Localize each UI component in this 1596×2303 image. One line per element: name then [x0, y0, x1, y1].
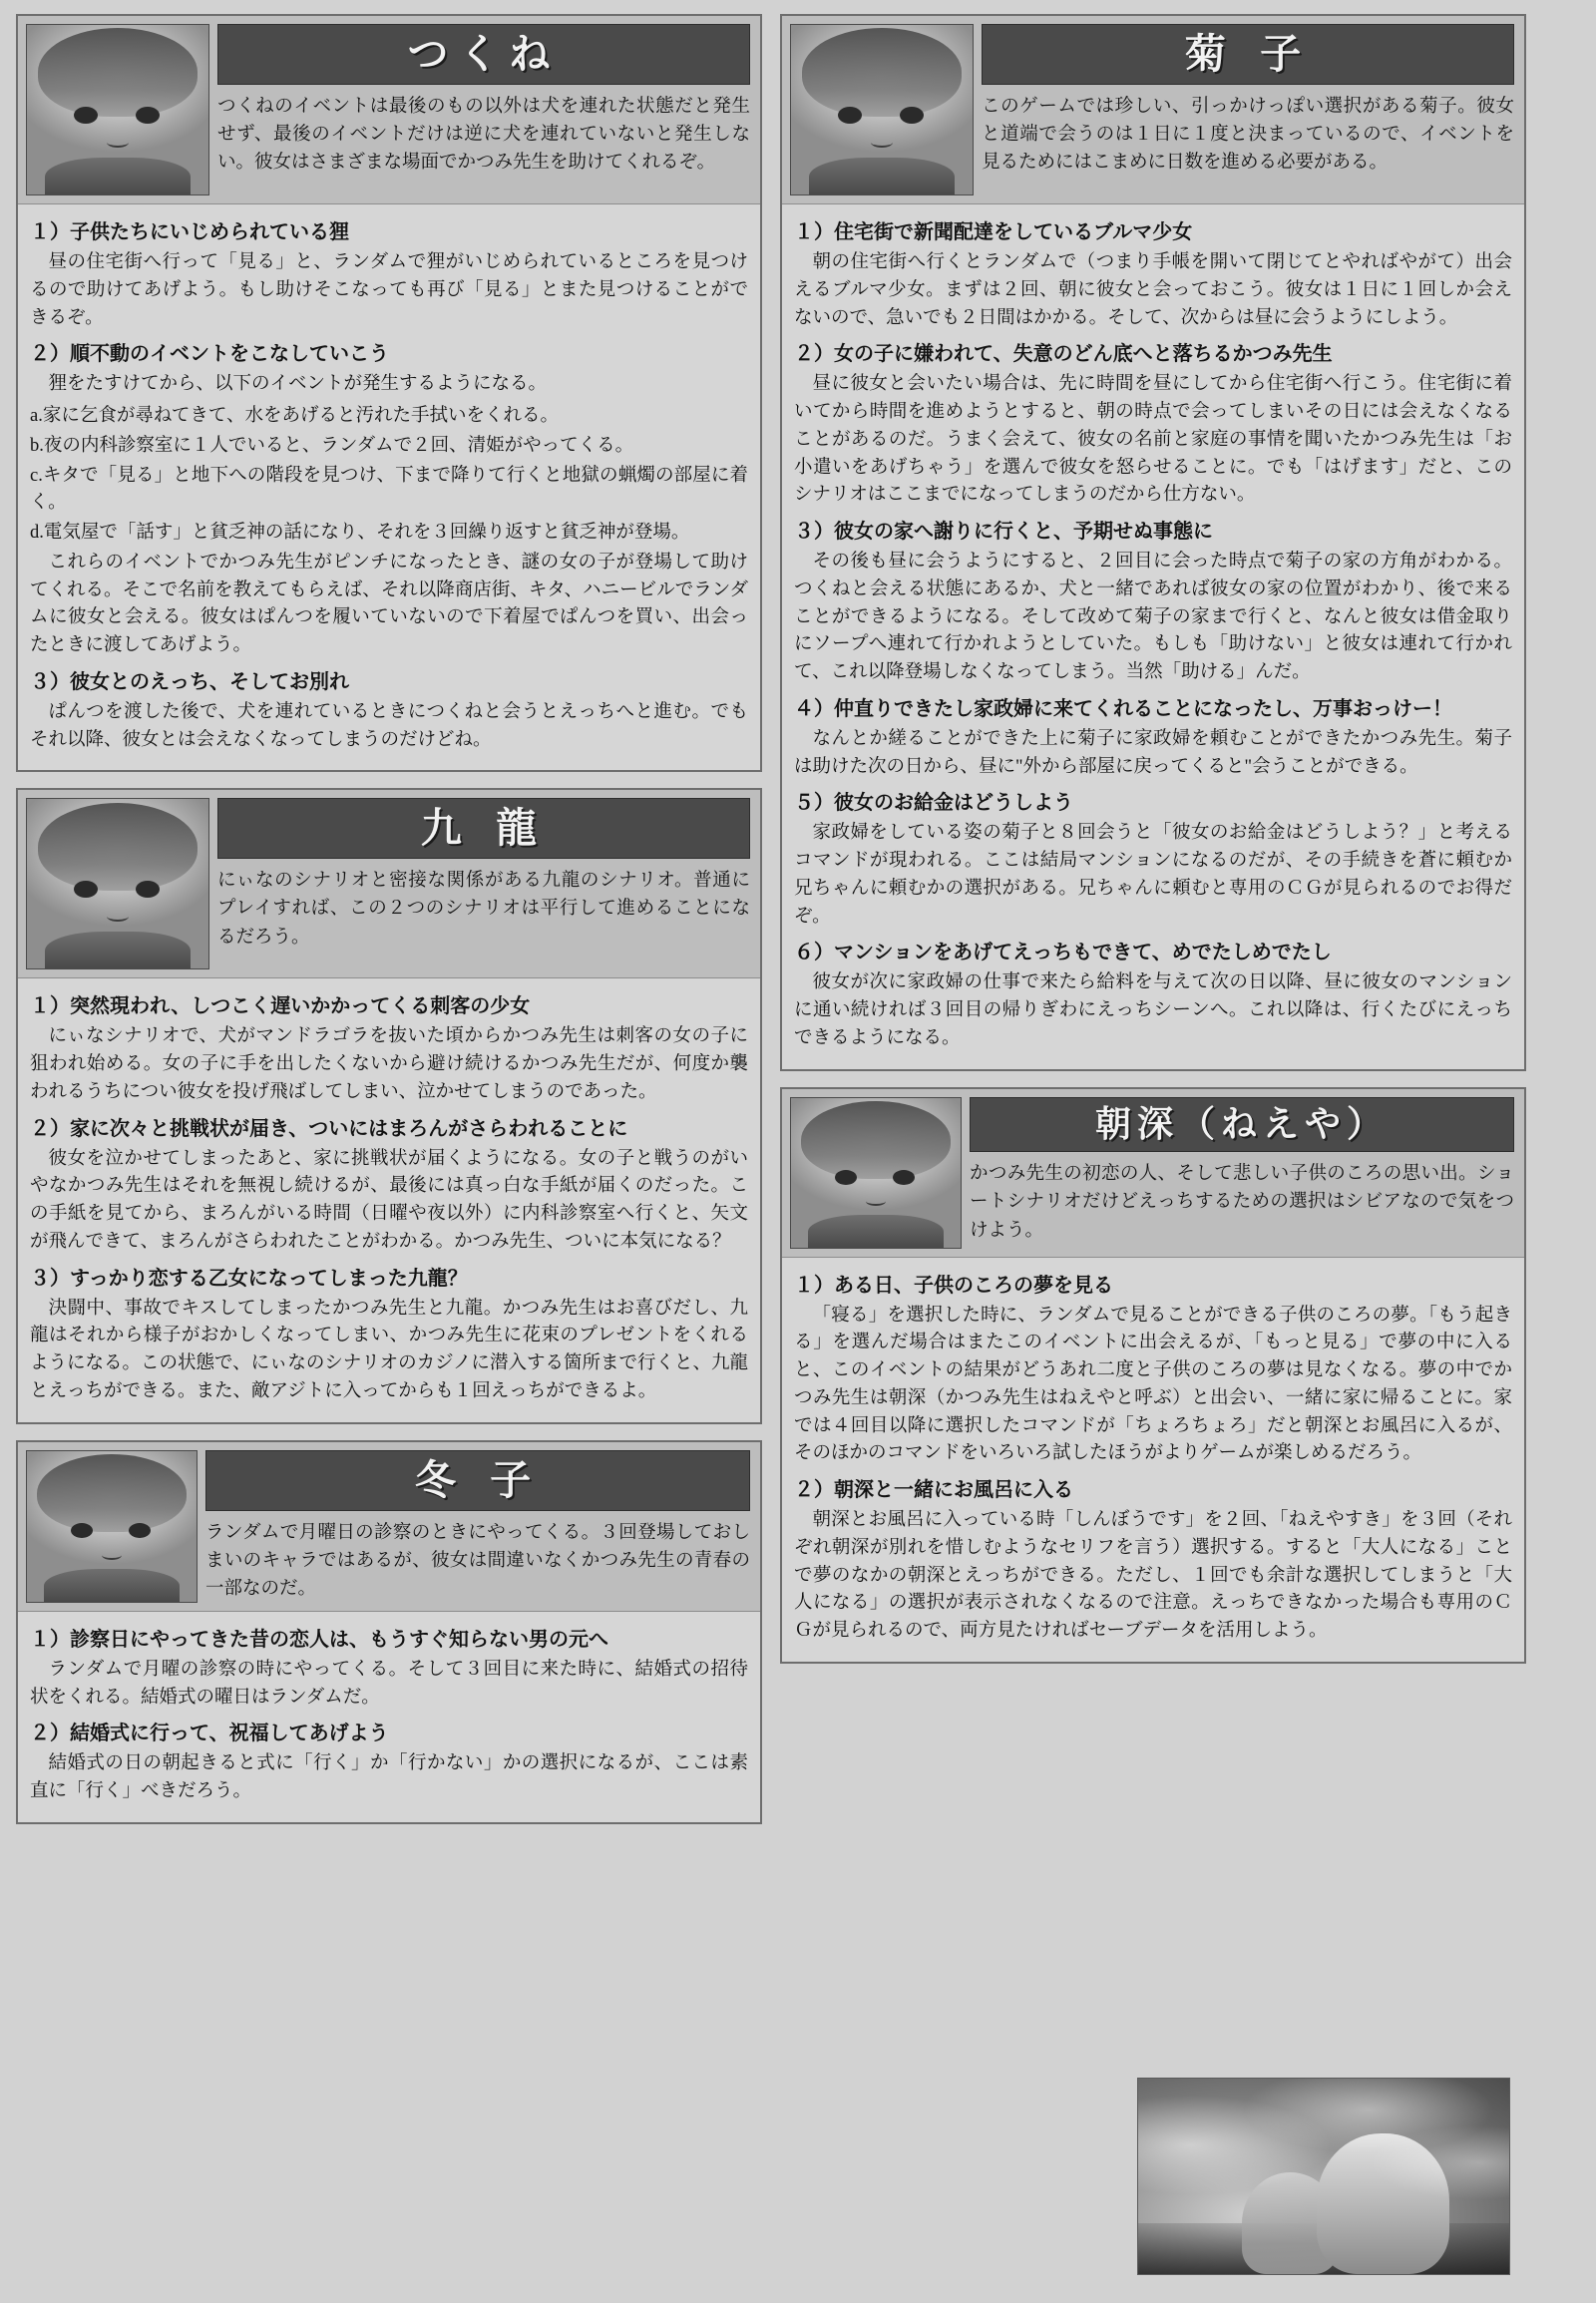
- section-body-tsukune: [18, 204, 760, 770]
- section-lead-asami: かつみ先生の初恋の人、そして悲しい子供のころの思い出。ショートシナリオだけどえっちするための選択はシビアなので気をつけよう。: [970, 1164, 1514, 1241]
- section-title-tsukune: つくね: [217, 24, 750, 85]
- item-heading: １）子供たちにいじめられている狸: [30, 221, 349, 243]
- item-paragraph: 家政婦をしている姿の菊子と８回会うと「彼女のお給金はどうしよう？」と考えるコマンドが現われる。ここは結局マンションになるのだが、その手続きを蒼に頼むか兄ちゃんに頼むかの選択がある。兄ちゃんに頼むと専用のＣＧが見られるのでお得だぞ。: [794, 823, 1512, 927]
- item-paragraph: 決闘中、事故でキスしてしまったかつみ先生と九龍。かつみ先生はお喜びだし、九龍はそれから様子がおかしくなってしまい、かつみ先生に花束のプレゼントをくれるようになる。この状態で、にぃなのシナリオのカジノに潜入する箇所まで行くと、九龍とえっちができる。また、敵アジトに入ってからも１回えっちができるよ。: [30, 1298, 748, 1401]
- item-line: a.家に乞食が尋ねてきて、水をあげると汚れた手拭いをくれる。: [30, 406, 560, 426]
- section-title-kowloon: 九 龍: [217, 798, 750, 859]
- item-paragraph: 昼の住宅街へ行って「見る」と、ランダムで狸がいじめられているところを見つけるので助けてあげよう。もし助けそこなっても再び「見る」とまた見つけることができるぞ。: [30, 252, 748, 328]
- section-lead-fuyuko: ランダムで月曜日の診察のときにやってくる。３回登場しておしまいのキャラではあるが、彼女は間違いなくかつみ先生の青春の一部なのだ。: [205, 1522, 750, 1599]
- section-lead-kikuko: このゲームでは珍しい、引っかけっぽい選択がある菊子。彼女と道端で会うのは１日に１度と決まっているので、イベントを見るためにはこまめに日数を進める必要がある。: [982, 97, 1514, 174]
- item-heading: ２）朝深と一緒にお風呂に入る: [794, 1479, 1073, 1501]
- two-column-layout: [16, 14, 1580, 2289]
- section-lead-tsukune: つくねのイベントは最後のもの以外は犬を連れた状態だと発生せず、最後のイベントだけは逆に犬を連れていないと発生しない。彼女はさまざまな場面でかつみ先生を助けてくれるぞ。: [217, 97, 750, 174]
- section-title-fuyuko: 冬 子: [205, 1450, 750, 1511]
- section-tsukune: [16, 14, 762, 772]
- item-paragraph: 彼女が次に家政婦の仕事で来たら給料を与えて次の日以降、昼に彼女のマンションに通い続ければ３回目の帰りぎわにえっちシーンへ。これ以降は、行くたびにえっちできるようになる。: [794, 972, 1512, 1048]
- bath-scene-illustration: [1137, 2078, 1510, 2275]
- item-heading: ２）順不動のイベントをこなしていこう: [30, 343, 389, 366]
- item-heading: ２）結婚式に行って、祝福してあげよう: [30, 1723, 389, 1745]
- item-heading: １）住宅街で新聞配達をしているブルマ少女: [794, 221, 1193, 243]
- left-column: [16, 14, 762, 2289]
- character-portrait-fuyuko: [26, 1450, 198, 1603]
- item-paragraph: 結婚式の日の朝起きると式に「行く」か「行かない」かの選択になるが、ここは素直に「行く」べきだろう。: [30, 1753, 748, 1802]
- section-header: [782, 16, 1524, 204]
- section-header: [18, 1442, 760, 1612]
- item-heading: ４）仲直りできたし家政婦に来てくれることになったし、万事おっけー！: [794, 697, 1452, 720]
- item-heading: ２）家に次々と挑戦状が届き、ついにはまろんがさらわれることに: [30, 1117, 628, 1140]
- item-line: b.夜の内科診察室に１人でいると、ランダムで２回、清姫がやってくる。: [30, 435, 634, 456]
- section-lead-kowloon: にぃなのシナリオと密接な関係がある九龍のシナリオ。普通にプレイすれば、この２つのシナリオは平行して進めることになるだろう。: [217, 871, 750, 948]
- section-body-kowloon: [18, 978, 760, 1421]
- section-title-asami: 朝深（ねえや）: [970, 1097, 1514, 1153]
- item-heading: ３）彼女の家へ謝りに行くと、予期せぬ事態に: [794, 521, 1213, 543]
- item-line: c.キタで「見る」と地下への階段を見つけ、下まで降りて行くと地獄の蝋燭の部屋に着く。: [30, 465, 748, 514]
- item-paragraph: にぃなシナリオで、犬がマンドラゴラを抜いた頃からかつみ先生は刺客の女の子に狙われ始める。女の子に手を出したくないから避け続けるかつみ先生だが、何度か襲われるうちについ彼女を投げ飛ばしてしまい、泣かせてしまうのであった。: [30, 1026, 748, 1102]
- section-kikuko: [780, 14, 1526, 1071]
- item-paragraph: 朝深とお風呂に入っている時「しんぼうです」を２回、「ねえやすき」を３回（それぞれ朝深が別れを惜しむようなセリフを言う）選択する。すると「大人になる」ことで夢のなかの朝深とえっちができる。ただし、１回でも余計な選択してしまうと「大人になる」の選択が表示されなくなるので注意。えっちできなかった場合も専用のＣＧが見られるので、両方見たければセーブデータを活用しよう。: [794, 1510, 1512, 1641]
- item-heading: １）突然現われ、しつこく遅いかかってくる刺客の少女: [30, 995, 531, 1018]
- item-paragraph: ランダムで月曜の診察の時にやってくる。そして３回目に来た時に、結婚式の招待状をくれる。結婚式の曜日はランダムだ。: [30, 1659, 748, 1708]
- item-heading: ３）彼女とのえっち、そしてお別れ: [30, 670, 349, 693]
- section-header: [782, 1089, 1524, 1258]
- item-paragraph: なんとか縒ることができた上に菊子に家政婦を頼むことができたかつみ先生。菊子は助けた次の日から、昼に"外から部屋に戻ってくると"会うことができる。: [794, 728, 1512, 777]
- section-header: [18, 16, 760, 204]
- section-header: [18, 790, 760, 978]
- character-portrait-kowloon: [26, 798, 209, 969]
- right-column: [780, 14, 1526, 2289]
- item-paragraph: 朝の住宅街へ行くとランダムで（つまり手帳を開いて閉じてとやればやがて）出会えるブルマ少女。まずは２回、朝に彼女と会っておこう。彼女は１日に１回しか会えないので、急いでも２日間はかかる。そして、次からは昼に会うようにしよう。: [794, 252, 1512, 328]
- section-title-kikuko: 菊 子: [982, 24, 1514, 85]
- item-paragraph: 「寝る」を選択した時に、ランダムで見ることができる子供のころの夢。「もう起きる」を選んだ場合はまたこのイベントに出会えるが、「もっと見る」で夢の中に入ると、このイベントの結果がどうあれ二度と子供のころの夢は見なくなる。夢の中でかつみ先生は朝深（かつみ先生はねえやと呼ぶ）と出会い、一緒に家に帰ることに。家では４回目以降に選択したコマンドが「ちょろちょろ」だと朝深とお風呂に入るが、そのほかのコマンドをいろいろ試したほうがよりゲームが楽しめるだろう。: [794, 1305, 1512, 1464]
- item-paragraph: 昼に彼女と会いたい場合は、先に時間を昼にしてから住宅街へ行こう。住宅街に着いてから時間を進めようとすると、朝の時点で会ってしまいその日には会えなくなることがあるのだ。うまく会えて、彼女の名前と家庭の事情を聞いたかつみ先生は「お小遣いをあげちゃう」を選んで彼女を怒らせることに。でも「はげます」だと、このシナリオはここまでになってしまうのだから仕方ない。: [794, 374, 1512, 506]
- section-body-fuyuko: [18, 1612, 760, 1822]
- section-body-kikuko: [782, 204, 1524, 1069]
- section-fuyuko: [16, 1440, 762, 1824]
- character-portrait-tsukune: [26, 24, 209, 195]
- item-paragraph: ぱんつを渡した後で、犬を連れているときにつくねと会うとえっちへと進む。でもそれ以降、彼女とは会えなくなってしまうのだけどね。: [30, 701, 748, 750]
- item-heading: １）診察日にやってきた昔の恋人は、もうすぐ知らない男の元へ: [30, 1628, 608, 1651]
- section-kowloon: [16, 788, 762, 1423]
- character-portrait-asami: [790, 1097, 962, 1249]
- item-heading: ２）女の子に嫌われて、失意のどん底へと落ちるかつみ先生: [794, 343, 1333, 366]
- item-paragraph: これらのイベントでかつみ先生がピンチになったとき、謎の女の子が登場して助けてくれる。そこで名前を教えてもらえば、それ以降商店街、キタ、ハニービルでランダムに彼女と会える。彼女はぱんつを履いていないので下着屋でぱんつを買い、出会ったときに渡してあげよう。: [30, 552, 748, 655]
- item-heading: １）ある日、子供のころの夢を見る: [794, 1274, 1113, 1297]
- item-line: d.電気屋で「話す」と貧乏神の話になり、それを３回繰り返すと貧乏神が登場。: [30, 523, 690, 543]
- section-asami: [780, 1087, 1526, 1664]
- item-paragraph: その後も昼に会うようにすると、２回目に会った時点で菊子の家の方角がわかる。つくねと会える状態にあるか、犬と一緒であれば彼女の家の位置がわかり、後で来ることができるようになる。そして改めて菊子の家まで行くと、なんと彼女は借金取りにソープへ連れて行かれようとしていた。もしも「助けない」と彼女は連れて行かれて、これ以降登場しなくなってしまう。当然「助ける」んだ。: [794, 552, 1512, 682]
- item-paragraph: 狸をたすけてから、以下のイベントが発生するようになる。: [48, 374, 548, 395]
- item-heading: ５）彼女のお給金はどうしよう: [794, 792, 1073, 815]
- character-portrait-kikuko: [790, 24, 974, 195]
- item-heading: ６）マンションをあげてえっちもできて、めでたしめでたし: [794, 942, 1332, 964]
- item-paragraph: 彼女を泣かせてしまったあと、家に挑戦状が届くようになる。女の子と戦うのがいやなかつみ先生はそれを無視し続けるが、最後には真っ白な手紙が届くのだった。この手紙を見てから、まろんがいる時間（日曜や夜以外）に内科診察室へ行くと、矢文が飛んできて、まろんがさらわれたことがわかる。かつみ先生、ついに本気になる？: [30, 1148, 748, 1252]
- section-body-asami: [782, 1258, 1524, 1662]
- item-heading: ３）すっかり恋する乙女になってしまった九龍？: [30, 1267, 468, 1290]
